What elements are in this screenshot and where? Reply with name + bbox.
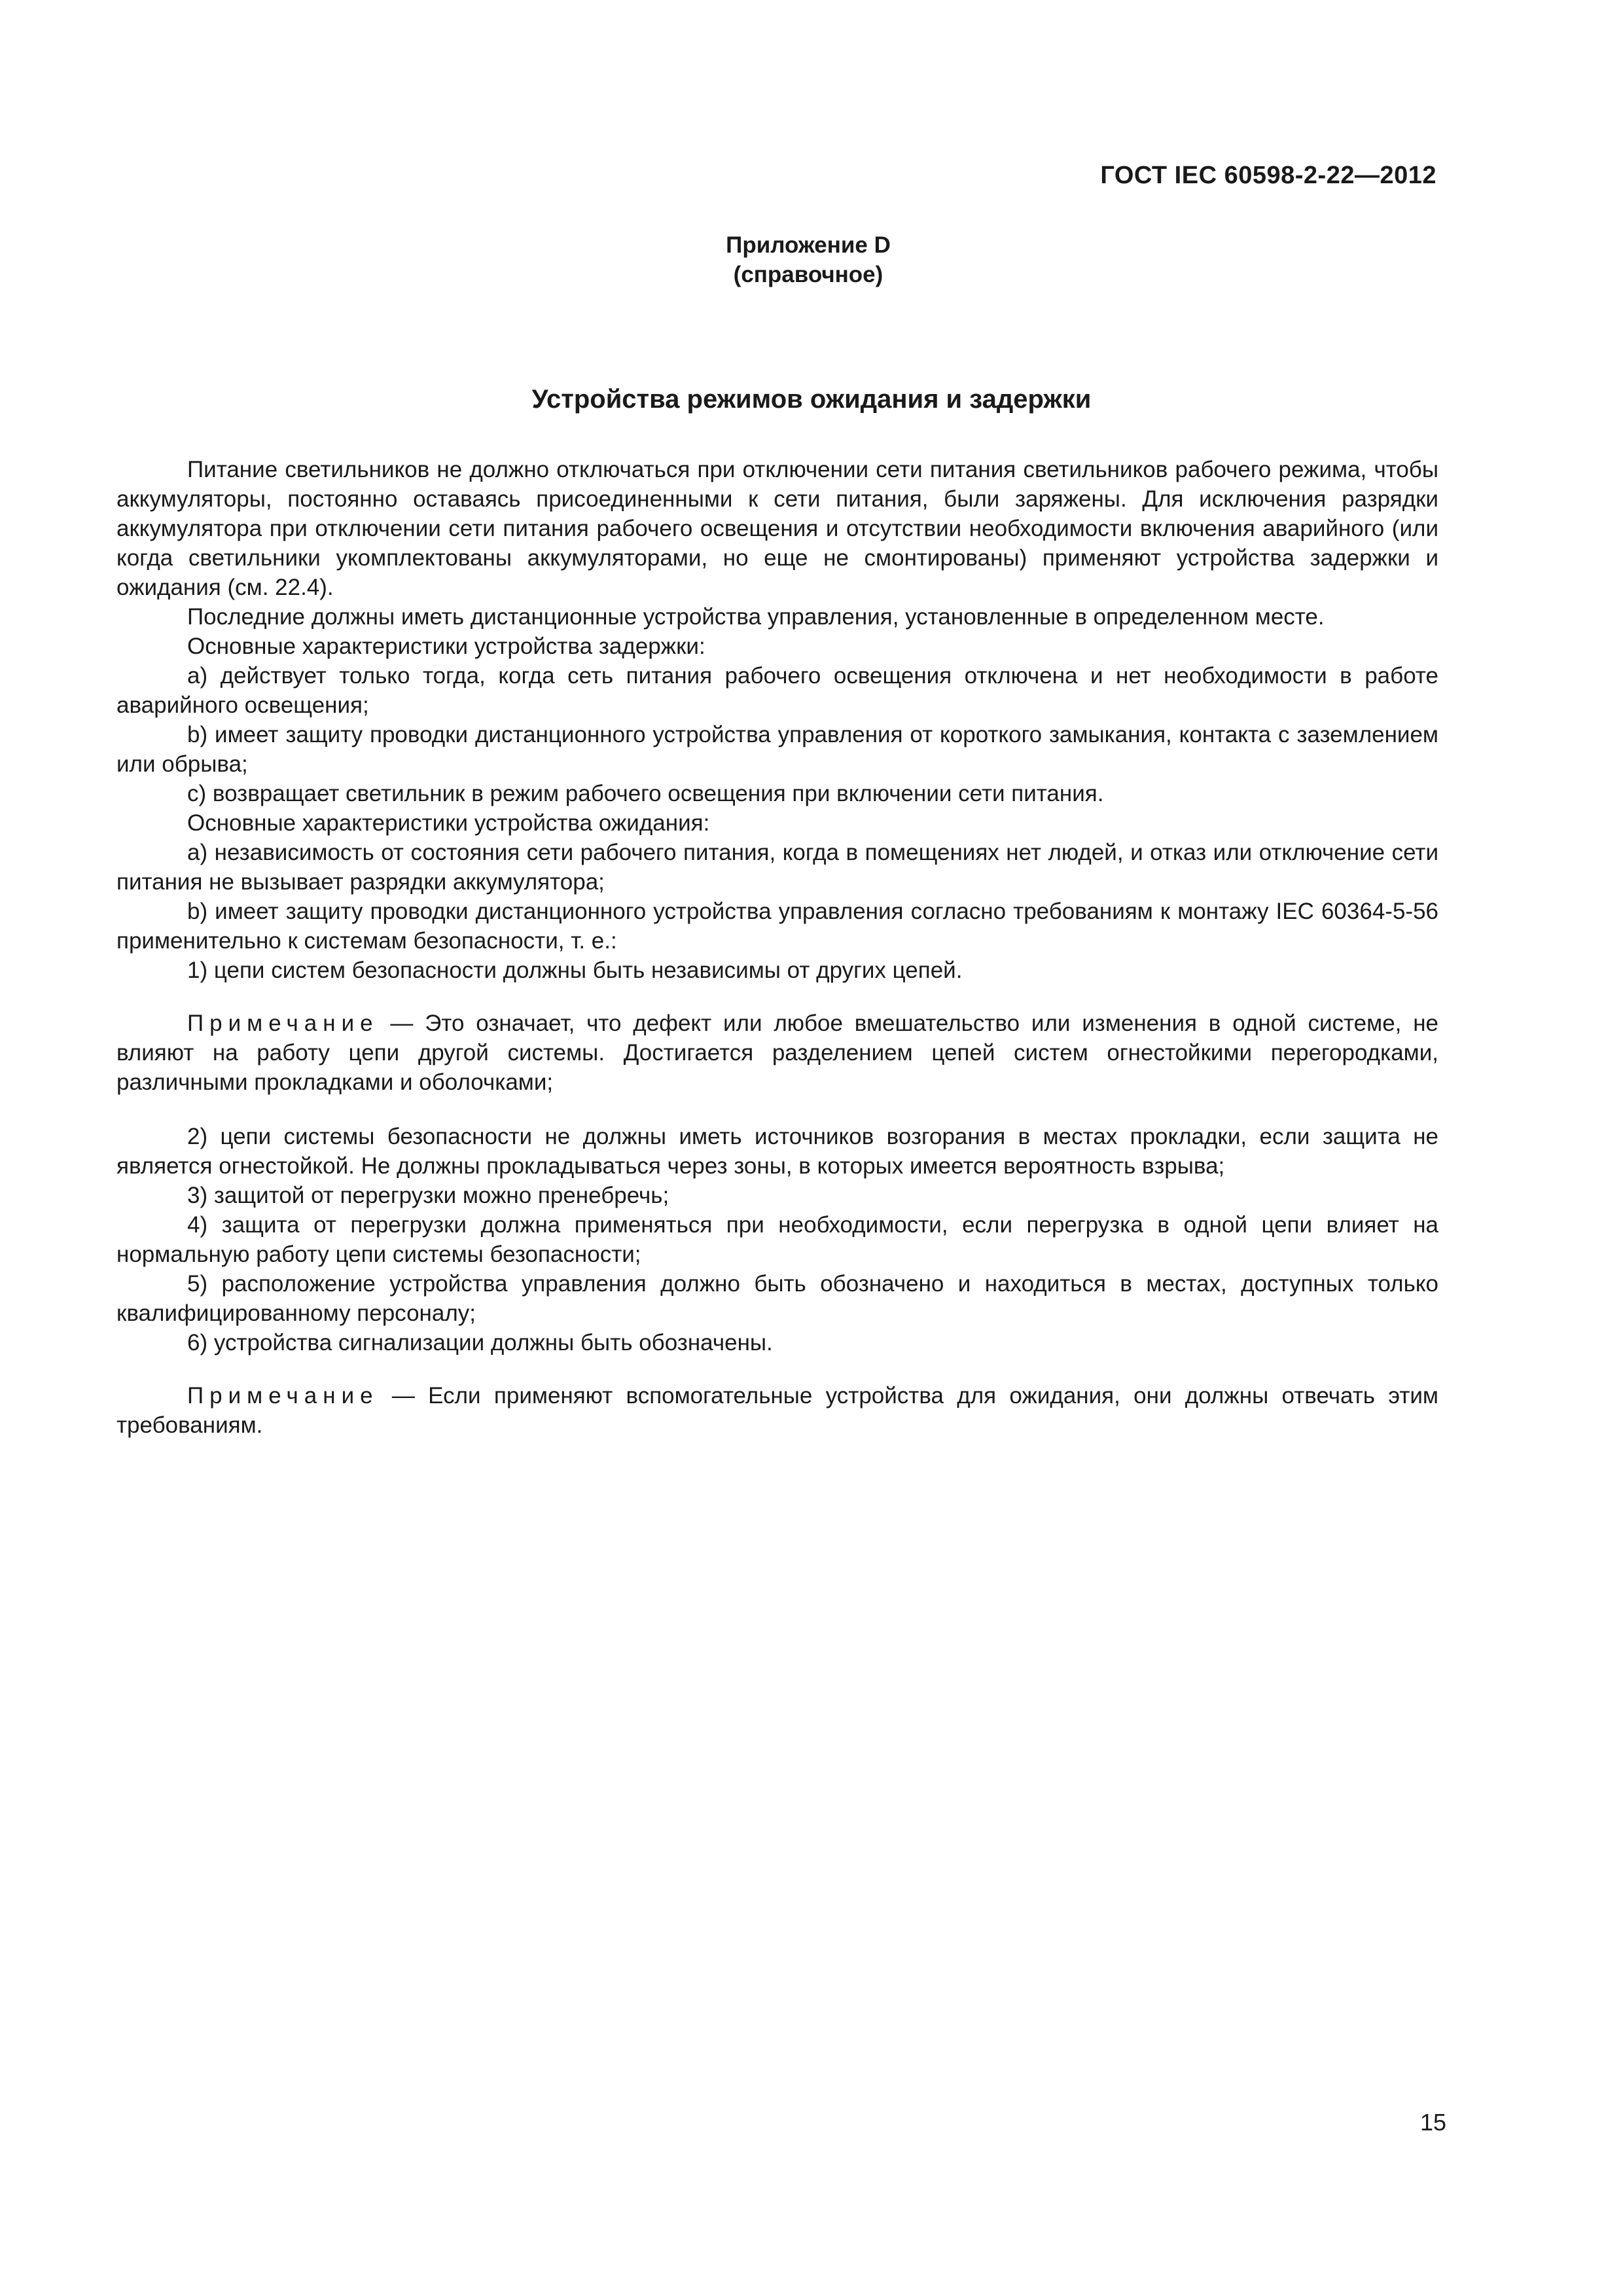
note-label: Примечание [187,1383,379,1408]
standard-designation: ГОСТ IEC 60598-2-22—2012 [1100,162,1436,189]
note [116,1009,1438,1097]
list-item: c) возвращает светильник в режим рабочего освещения при включении сети питания. [187,781,1104,806]
annex-title: Приложение D [726,232,891,258]
page-number: 15 [1419,2109,1446,2136]
list-item: 1) цепи систем безопасности должны быть независимы от других цепей. [187,958,963,983]
list-item: 2) цепи системы безопасности не должны иметь источников возгорания в местах прокладки, если защита не является огнестойкой. Не должны прокладываться через зоны, в которых имеется вероятность взрыва; [116,1124,1438,1179]
paragraph: Последние должны иметь дистанционные устройства управления, установленные в определенном месте. [187,604,1325,630]
paragraph: Основные характеристики устройства ожидания: [187,810,710,836]
list-item: 6) устройства сигнализации должны быть обозначены. [187,1330,773,1355]
list-item: 5) расположение устройства управления должно быть обозначено и находиться в местах, доступных только квалифицированному персоналу; [116,1271,1438,1326]
section-title: Устройства режимов ожидания и задержки [531,385,1092,414]
list-item: 4) защита от перегрузки должна применяться при необходимости, если перегрузка в одной цепи влияет на нормальную работу цепи системы безопасности; [116,1212,1438,1267]
list-item: a) независимость от состояния сети рабочего питания, когда в помещениях нет людей, и отказ или отключение сети питания не вызывает разрядки аккумулятора; [116,840,1438,895]
note-text: — Это означает, что дефект или любое вмешательство или изменения в одной системе, не влияют на работу цепи другой системы. Достигается разделением цепей систем огнестойкими перегородками, различными прокладками и оболочками; [116,1011,1438,1095]
note [116,1381,1438,1440]
annex-type: (справочное) [733,262,883,287]
note-text: — Если применяют вспомогательные устройства для ожидания, они должны отвечать этим требованиям. [116,1383,1438,1438]
list-item: 3) защитой от перегрузки можно пренебречь; [187,1183,669,1208]
list-item: b) имеет защиту проводки дистанционного устройства управления от короткого замыкания, контакта с заземлением или обрыва; [116,722,1438,777]
body-text [116,455,1438,1440]
list-item: a) действует только тогда, когда сеть питания рабочего освещения отключена и нет необходимости в работе аварийного освещения; [116,663,1438,718]
list-item: b) имеет защиту проводки дистанционного устройства управления согласно требованиям к монтажу IEC 60364-5-56 применительно к системам безопасности, т. е.: [116,899,1438,954]
note-label: Примечание [187,1011,379,1036]
paragraph: Основные характеристики устройства задержки: [187,634,705,659]
paragraph: Питание светильников не должно отключаться при отключении сети питания светильников рабочего режима, чтобы аккумуляторы, постоянно оставаясь присоединенными к сети питания, были заряжены. Для исключения разрядки аккумулятора при отключении сети питания рабочего освещения и отсутствии необходимости включения аварийного (или когда светильники укомплектованы аккумуляторами, но еще не смонтированы) применяют устройства задержки и ожидания (см. 22.4). [116,457,1438,600]
